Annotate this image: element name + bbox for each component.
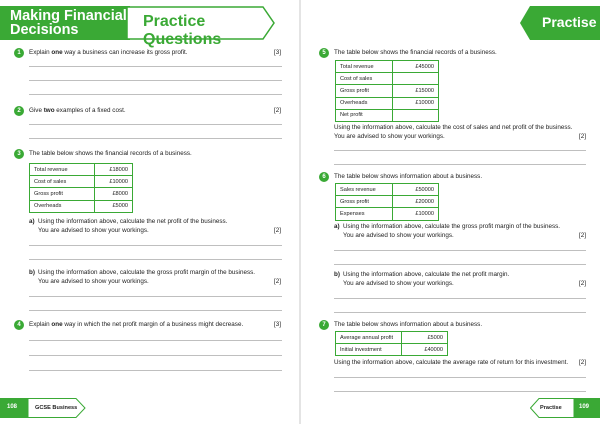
answer-line[interactable] <box>334 391 586 392</box>
sub-letter: a) <box>334 223 340 230</box>
topic-banner <box>0 6 130 40</box>
question-number: 3 <box>14 149 24 159</box>
answer-line[interactable] <box>29 80 282 81</box>
table-cell-label: Average annual profit <box>336 332 402 344</box>
section-banner <box>127 6 275 48</box>
table-cell-label: Sales revenue <box>336 184 393 196</box>
sub-letter: a) <box>29 218 35 225</box>
financial-records-table <box>335 60 439 122</box>
sub-line-1: Using the information above, calculate the net profit of the business. <box>38 218 228 225</box>
question-1-text: Explain one way a business can increase its gross profit. <box>29 49 188 56</box>
answer-line[interactable] <box>29 310 282 311</box>
sub-letter: b) <box>334 271 340 278</box>
question-2-text: Give two examples of a fixed cost. <box>29 107 126 114</box>
investment-info-table <box>335 331 448 356</box>
answer-line[interactable] <box>334 264 586 265</box>
table-row <box>336 344 448 356</box>
question-7-instruction: Using the information above, calculate the average rate of return for this investment. <box>334 359 569 366</box>
marks-label: [2] <box>274 107 282 114</box>
answer-line[interactable] <box>29 370 282 371</box>
question-6a <box>334 223 560 240</box>
sub-line-1: Using the information above, calculate the net profit margin. <box>343 271 510 278</box>
marks-label: [2] <box>579 133 587 140</box>
question-3a <box>29 218 227 235</box>
question-3b <box>29 269 255 286</box>
page-number-right: 109 <box>579 404 590 410</box>
question-3-text: The table below shows the financial records of a business. <box>29 150 192 157</box>
practise-tab <box>520 6 600 40</box>
sub-letter: b) <box>29 269 35 276</box>
table-cell-value: £8000 <box>95 188 133 200</box>
question-4-text: Explain one way in which the net profit margin of a business might decrease. <box>29 321 244 328</box>
question-number: 2 <box>14 106 24 116</box>
answer-line[interactable] <box>334 250 586 251</box>
answer-line[interactable] <box>334 377 586 378</box>
table-row <box>336 73 439 85</box>
marks-label: [3] <box>274 321 282 328</box>
answer-line[interactable] <box>334 298 586 299</box>
sub-line-1: Using the information above, calculate the gross profit margin of the business. <box>38 269 256 276</box>
question-6-text: The table below shows information about a business. <box>334 173 483 180</box>
table-row <box>30 176 133 188</box>
answer-line[interactable] <box>29 124 282 125</box>
table-row <box>336 97 439 109</box>
table-cell-value <box>393 73 439 85</box>
marks-label: [2] <box>274 227 282 234</box>
answer-line[interactable] <box>29 138 282 139</box>
question-5-instruction <box>334 124 572 141</box>
right-page <box>300 0 600 424</box>
marks-label: [2] <box>579 232 587 239</box>
answer-line[interactable] <box>334 164 586 165</box>
topic-title-line2: Decisions <box>10 22 79 38</box>
marks-label: [3] <box>274 49 282 56</box>
answer-line[interactable] <box>29 340 282 341</box>
table-cell-label: Total revenue <box>336 61 393 73</box>
table-cell-label: Cost of sales <box>336 73 393 85</box>
sub-line-2: You are advised to show your workings. <box>343 231 454 239</box>
table-cell-label: Total revenue <box>30 164 95 176</box>
table-cell-value: £20000 <box>393 196 439 208</box>
answer-line[interactable] <box>29 355 282 356</box>
table-cell-value: £5000 <box>402 332 448 344</box>
table-cell-value: £50000 <box>393 184 439 196</box>
sub-line-2: You are advised to show your workings. <box>38 226 149 234</box>
question-6b <box>334 271 509 288</box>
table-cell-label: Initial investment <box>336 344 402 356</box>
page-number-left: 108 <box>7 404 18 410</box>
topic-title-line1: Making Financial <box>10 8 127 24</box>
table-row <box>336 184 439 196</box>
answer-line[interactable] <box>29 296 282 297</box>
table-row <box>30 164 133 176</box>
table-row <box>336 61 439 73</box>
question-7-text: The table below shows information about a business. <box>334 321 483 328</box>
question-number: 1 <box>14 48 24 58</box>
table-row <box>336 332 448 344</box>
marks-label: [2] <box>274 278 282 285</box>
table-row <box>336 196 439 208</box>
question-5-text: The table below shows the financial records of a business. <box>334 49 497 56</box>
sub-line-2: You are advised to show your workings. <box>343 279 454 287</box>
table-cell-label: Overheads <box>336 97 393 109</box>
footer-left-tab <box>0 398 86 418</box>
footer-book-title: GCSE Business <box>35 405 78 411</box>
table-cell-label: Cost of sales <box>30 176 95 188</box>
table-cell-label: Expenses <box>336 208 393 220</box>
table-cell-value: £40000 <box>402 344 448 356</box>
business-info-table <box>335 183 439 221</box>
answer-line[interactable] <box>29 245 282 246</box>
section-title: Practice Questions <box>143 13 222 48</box>
table-cell-label: Gross profit <box>336 196 393 208</box>
question-number: 5 <box>319 48 329 58</box>
table-cell-value <box>393 109 439 121</box>
footer-section-label: Practise <box>540 405 562 411</box>
table-row <box>336 208 439 220</box>
financial-records-table <box>29 163 133 213</box>
footer-right-tab <box>530 398 600 418</box>
table-cell-value: £5000 <box>95 200 133 212</box>
table-cell-label: Net profit <box>336 109 393 121</box>
answer-line[interactable] <box>29 94 282 95</box>
table-row <box>30 188 133 200</box>
instruction-line-2: You are advised to show your workings. <box>334 132 445 140</box>
table-row <box>336 85 439 97</box>
table-row <box>30 200 133 212</box>
answer-line[interactable] <box>334 150 586 151</box>
table-cell-value: £10000 <box>95 176 133 188</box>
answer-line[interactable] <box>29 66 282 67</box>
marks-label: [2] <box>579 359 587 366</box>
table-cell-value: £15000 <box>393 85 439 97</box>
table-cell-value: £10000 <box>393 97 439 109</box>
answer-line[interactable] <box>29 259 282 260</box>
sub-line-1: Using the information above, calculate the gross profit margin of the business. <box>343 223 561 230</box>
table-row <box>336 109 439 121</box>
question-number: 4 <box>14 320 24 330</box>
table-cell-label: Overheads <box>30 200 95 212</box>
sub-line-2: You are advised to show your workings. <box>38 277 149 285</box>
table-cell-label: Gross profit <box>30 188 95 200</box>
table-cell-value: £10000 <box>393 208 439 220</box>
table-cell-value: £18000 <box>95 164 133 176</box>
instruction-line-1: Using the information above, calculate the cost of sales and net profit of the business. <box>334 124 573 131</box>
table-cell-label: Gross profit <box>336 85 393 97</box>
question-number: 6 <box>319 172 329 182</box>
answer-line[interactable] <box>334 312 586 313</box>
marks-label: [2] <box>579 280 587 287</box>
question-number: 7 <box>319 320 329 330</box>
practise-tab-label: Practise <box>542 14 597 30</box>
table-cell-value: £45000 <box>393 61 439 73</box>
